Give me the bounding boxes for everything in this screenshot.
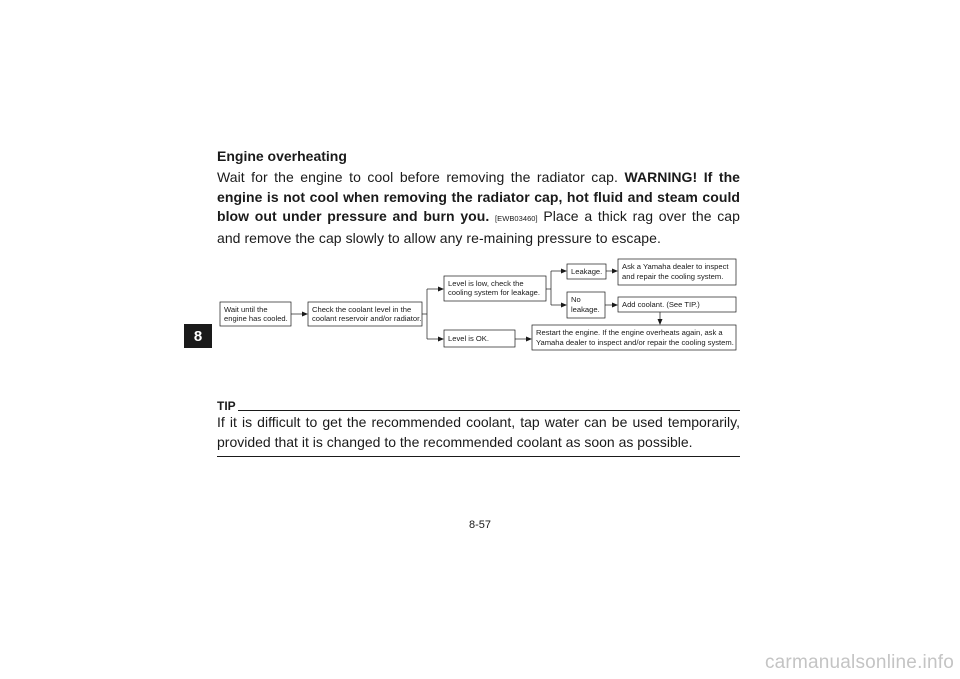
check-level-line1: Check the coolant level in the: [312, 305, 412, 314]
leakage-text: Leakage.: [571, 267, 603, 276]
restart-engine-line2: Yamaha dealer to inspect and/or repair the cooling system.: [536, 338, 734, 347]
page-number: 8-57: [468, 519, 492, 531]
warning-code: [EWB03460]: [495, 214, 538, 223]
tip-header: [217, 400, 740, 412]
dealer-repair-step: [618, 259, 736, 285]
tip-box: [217, 400, 740, 457]
no-leakage-line2: leakage.: [571, 305, 600, 314]
level-ok-step: [444, 330, 515, 347]
tip-bottom-rule: [217, 456, 740, 457]
add-coolant-step: [618, 297, 736, 312]
tip-label: TIP: [217, 399, 236, 413]
add-coolant-text: Add coolant. (See TIP.): [622, 300, 700, 309]
paragraph-instruction: Place a thick rag over the cap and remove the cap slowly to allow any re-maining pressure to escape.: [217, 208, 740, 246]
wait-step: [220, 302, 291, 326]
level-low-line1: Level is low, check the: [448, 279, 524, 288]
dealer-repair-line2: and repair the cooling system.: [622, 272, 724, 281]
wait-step-line2: engine has cooled.: [224, 314, 288, 323]
restart-engine-line1: Restart the engine. If the engine overheats again, ask a: [536, 328, 723, 337]
wait-step-line1: Wait until the: [224, 305, 268, 314]
dealer-repair-line1: Ask a Yamaha dealer to inspect: [622, 262, 729, 271]
paragraph-intro: Wait for the engine to cool before removing the radiator cap.: [217, 169, 625, 185]
level-ok-text: Level is OK.: [448, 334, 489, 343]
no-leakage-line1: No: [571, 295, 581, 304]
tip-top-rule: [238, 410, 740, 411]
site-watermark: carmanualsonline.info: [764, 652, 954, 673]
check-level-line2: coolant reservoir and/or radiator.: [312, 314, 422, 323]
restart-engine-step: [532, 325, 736, 350]
chapter-number: 8: [193, 327, 203, 345]
no-leakage-step: [567, 292, 605, 318]
leakage-step: [567, 264, 606, 279]
warning-text: WARNING! If the engine is not cool when removing the radiator cap, hot fluid and steam could blow out under pressure and burn you.: [217, 169, 741, 224]
check-level-step: [308, 302, 422, 326]
level-low-line2: cooling system for leakage.: [448, 288, 541, 297]
level-low-step: [444, 276, 546, 301]
section-title: Engine overheating: [217, 148, 347, 164]
tip-text: If it is difficult to get the recommended coolant, tap water can be used temporarily, provided that it is changed to the recommended coolant as soon as possible.: [217, 414, 740, 450]
